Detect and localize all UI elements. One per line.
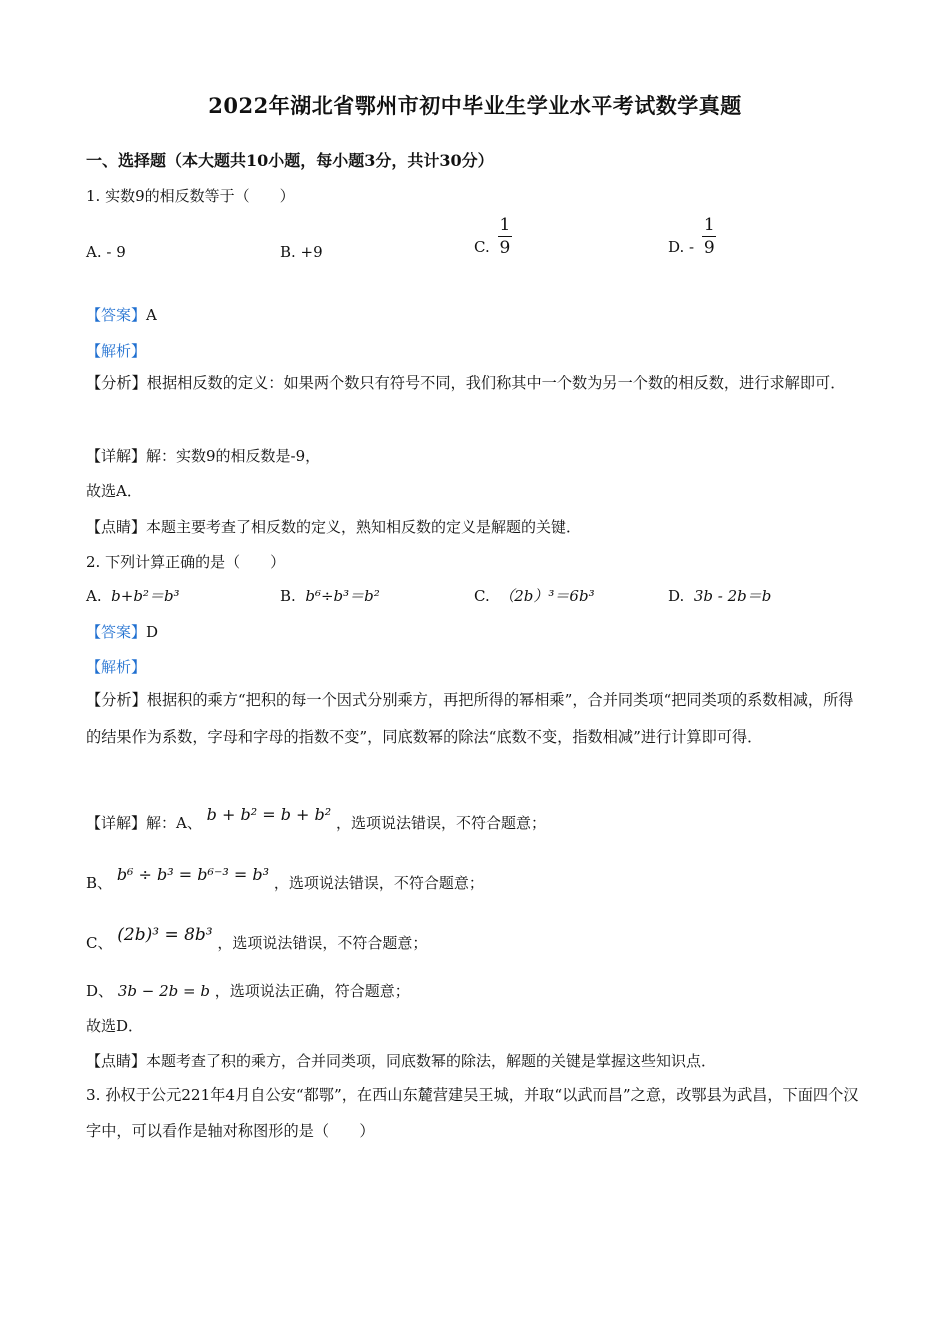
detail-c-prefix: C、 [86, 934, 113, 952]
q1-xiangjie [86, 445, 320, 466]
dianjing-text: 本题主要考查了相反数的定义，熟知相反数的定义是解题的关键． [146, 518, 582, 536]
xiangjie-text: 解：实数9的相反数是-9， [146, 447, 321, 465]
fraction-denominator: 9 [499, 238, 511, 258]
section-heading: 一、选择题（本大题共10小题，每小题3分，共计30分） [86, 151, 494, 170]
detail-c-text: ，选项说法错误，不符合题意； [217, 934, 428, 952]
answer-tag: 【答案】 [86, 306, 147, 324]
q1-option-a: A. - 9 [86, 243, 126, 261]
answer-tag: 【答案】 [86, 623, 147, 641]
detail-b-prefix: B、 [86, 874, 113, 892]
q1-option-d-label: D. - [668, 237, 699, 256]
fenxi-text: 根据积的乘方“把积的每一个因式分别乘方，再把所得的幂相乘”，合并同类项“把同类项的系数相减，所得的结果作为系数，字母和字母的指数不变”，同底数幂的除法“底数不变，指数相减”进行计算即可得． [86, 691, 854, 746]
fraction-numerator: 1 [499, 215, 511, 235]
q2-option-a [86, 585, 180, 606]
q1-option-b: B. +9 [280, 243, 323, 261]
q1-option-d [668, 216, 717, 257]
q3-stem: 3. 孙权于公元221年4月自公安“都鄂”，在西山东麓营建吴王城，并取“以武而昌”之意，改鄂县为武昌，下面四个汉字中，可以看作是轴对称图形的是（ ） [86, 1086, 859, 1140]
dianjing-text: 本题考查了积的乘方，合并同类项，同底数幂的除法，解题的关键是掌握这些知识点． [146, 1052, 717, 1070]
fraction-numerator: 1 [703, 215, 715, 235]
xiangjie-tag: 【详解】 [86, 447, 147, 465]
option-label: B. [280, 587, 296, 605]
fenxi-tag: 【分析】 [86, 374, 147, 392]
q2-answer [86, 621, 158, 642]
q2-detail-d [86, 980, 410, 1001]
q2-detail-b [86, 865, 484, 893]
q2-option-d [668, 585, 771, 606]
q1-option-d-fraction [702, 216, 717, 257]
option-math: （2b）³＝6b³ [499, 587, 595, 605]
dianjing-tag: 【点睛】 [86, 518, 147, 536]
q1-option-c [474, 216, 512, 257]
fenxi-tag: 【分析】 [86, 691, 147, 709]
option-math: b⁶÷b³＝b² [305, 587, 380, 605]
q2-option-b [280, 585, 380, 606]
q1-analysis-tag: 【解析】 [86, 342, 147, 360]
answer-value: A [146, 306, 157, 324]
q1-fenxi [86, 366, 866, 400]
detail-d-text: ，选项说法正确，符合题意； [214, 982, 410, 1000]
fraction-denominator: 9 [703, 238, 715, 258]
answer-value: D [146, 623, 159, 641]
option-label: C. [474, 587, 490, 605]
detail-b-text: ，选项说法错误，不符合题意； [273, 874, 484, 892]
option-label: A. [86, 587, 102, 605]
page-title: 2022年湖北省鄂州市初中毕业生学业水平考试数学真题 [208, 93, 742, 118]
option-math: 3b - 2b＝b [693, 587, 772, 605]
q2-stem: 2. 下列计算正确的是（ ） [86, 553, 286, 571]
q1-dianjing [86, 516, 581, 537]
q2-option-c [474, 585, 595, 606]
option-math: b+b²＝b³ [111, 587, 180, 605]
detail-d-prefix: D、 [86, 982, 114, 1000]
q2-conclusion: 故选D． [86, 1017, 144, 1035]
detail-a-text: ，选项说法错误，不符合题意； [335, 814, 546, 832]
xiangjie-tag: 【详解】 [86, 814, 147, 832]
q2-detail-a [86, 805, 546, 833]
q1-stem: 1. 实数9的相反数等于（ ） [86, 187, 295, 205]
option-label: D. [668, 587, 685, 605]
q1-option-c-label: C. [474, 237, 495, 256]
detail-a-math: b + b² = b + b² [206, 805, 332, 824]
q1-conclusion: 故选A． [86, 482, 142, 500]
detail-c-math: (2b)³ = 8b³ [117, 925, 213, 945]
q2-dianjing [86, 1050, 716, 1071]
q1-option-c-fraction [497, 216, 512, 257]
dianjing-tag: 【点睛】 [86, 1052, 147, 1070]
q1-answer [86, 304, 157, 325]
detail-d-math: 3b − 2b = b [117, 982, 210, 1000]
detail-b-math: b⁶ ÷ b³ = b⁶⁻³ = b³ [116, 865, 270, 884]
xiangjie-prefix: 解：A、 [146, 814, 202, 832]
fenxi-text: 根据相反数的定义：如果两个数只有符号不同，我们称其中一个数为另一个数的相反数，进行求解即可． [146, 374, 846, 392]
q2-detail-c [86, 925, 428, 953]
q2-fenxi [86, 682, 866, 756]
q2-analysis-tag: 【解析】 [86, 658, 147, 676]
